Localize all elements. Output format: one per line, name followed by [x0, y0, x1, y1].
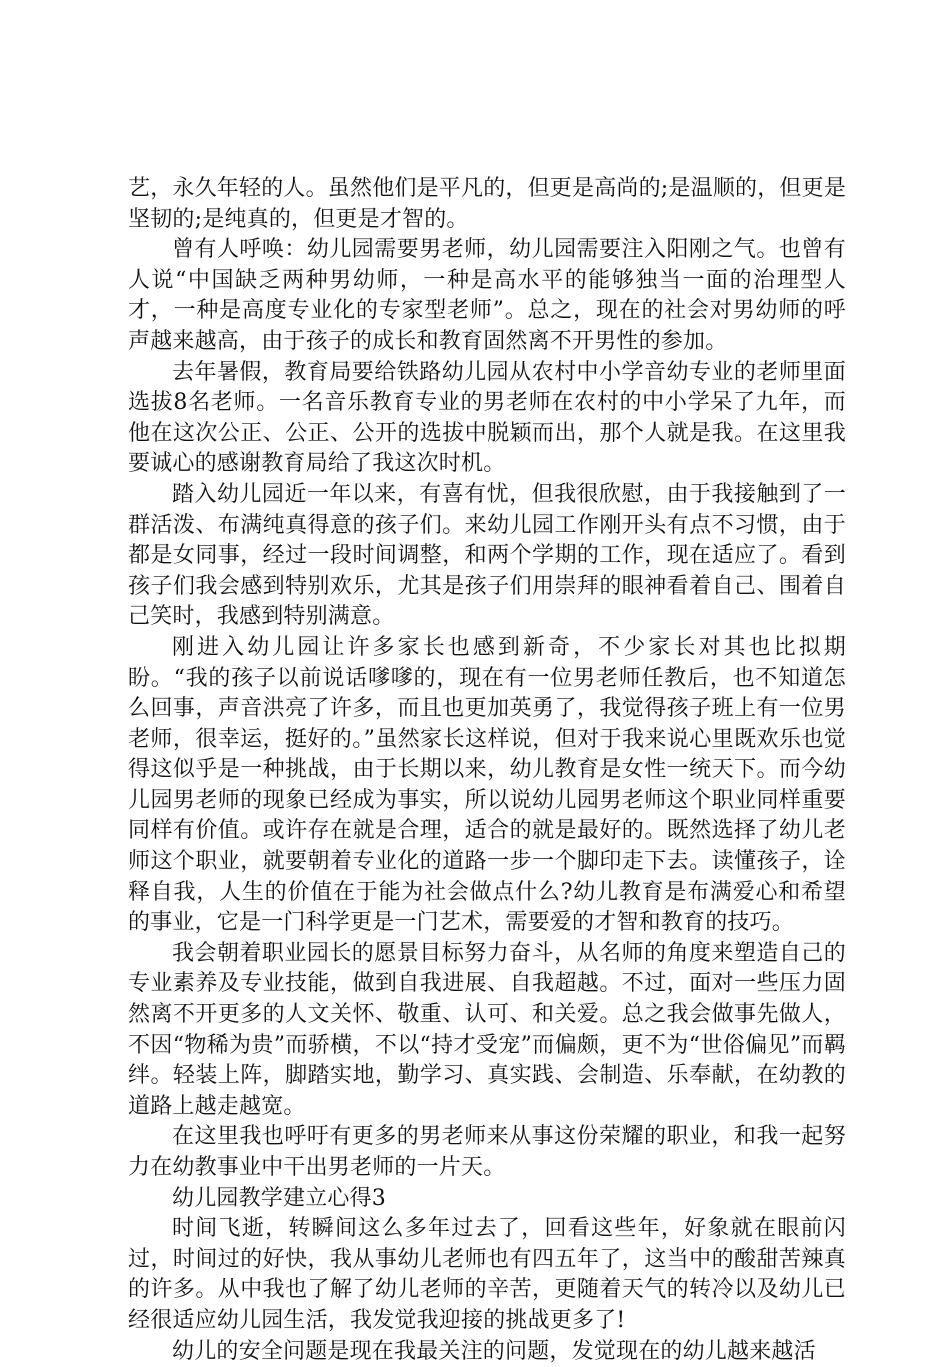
paragraph-first-year: 踏入幼儿园近一年以来，有喜有忧，但我很欣慰，由于我接触到了一群活泼、布满纯真得意的孩子们。来幼儿园工作刚开头有点不习惯，由于都是女同事，经过一段时间调整，和两个学期的工作，现在适应了。看到孩子们我会感到特别欢乐，尤其是孩子们用崇拜的眼神看着自己、围着自己笑时，我感到特别满意。 [128, 481, 846, 630]
paragraph-appeal: 在这里我也呼吁有更多的男老师来从事这份荣耀的职业，和我一起努力在幼教事业中干出男老师的一片天。 [128, 1124, 846, 1180]
paragraph-male-teacher-call: 曾有人呼唤：幼儿园需要男老师，幼儿园需要注入阳刚之气。也曾有人说“中国缺乏两种男幼师，一种是高水平的能够独当一面的治理型人才，一种是高度专业化的专家型老师”。总之，现在的社会对男幼师的呼声越来越高，由于孩子的成长和教育固然离不开男性的参加。 [128, 237, 846, 354]
paragraph-continuation: 艺，永久年轻的人。虽然他们是平凡的，但更是高尚的;是温顺的，但更是坚韧的;是纯真的，但更是才智的。 [128, 176, 847, 232]
paragraph-goals: 我会朝着职业园长的愿景目标努力奋斗，从名师的角度来塑造自己的专业素养及专业技能，做到自我进展、自我超越。不过，面对一些压力固然离不开更多的人文关怀、敬重、认可、和关爱。总之我会做事先做人，不因“物稀为贵”而骄横，不以“持才受宠”而偏颇，更不为“世俗偏见”而羁绊。轻装上阵，脚踏实地，勤学习、真实践、会制造、乐奉献，在幼教的道路上越走越宽。 [128, 940, 846, 1119]
document-page [128, 174, 846, 1367]
section-heading: 幼儿园教学建立心得3 [172, 1185, 386, 1211]
paragraph-parents: 刚进入幼儿园让许多家长也感到新奇，不少家长对其也比拟期盼。“我的孩子以前说话嗲嗲的，现在有一位男老师任教后，也不知道怎么回事，声音洪亮了许多，而且也更加英勇了，我觉得孩子班上有一位男老师，很幸运，挺好的。”虽然家长这样说，但对于我来说心里既欢乐也觉得这似乎是一种挑战，由于长期以来，幼儿教育是女性一统天下。而今幼儿园男老师的现象已经成为事实，所以说幼儿园男老师这个职业同样重要同样有价值。或许存在就是合理，适合的就是最好的。既然选择了幼儿老师这个职业，就要朝着专业化的道路一步一个脚印走下去。读懂孩子，诠释自我，人生的价值在于能为社会做点什么?幼儿教育是布满爱心和希望的事业，它是一门科学更是一门艺术，需要爱的才智和教育的技巧。 [128, 634, 846, 936]
paragraph-time-flies: 时间飞逝，转瞬间这么多年过去了，回看这些年，好象就在眼前闪过，时间过的好快，我从事幼儿老师也有四五年了，这当中的酸甜苦辣真的许多。从中我也了解了幼儿老师的辛苦，更随着天气的转冷以及幼儿已经很适应幼儿园生活，我发觉我迎接的挑战更多了! [128, 1216, 846, 1333]
paragraph-safety: 幼儿的安全问题是现在我最关注的问题，发觉现在的幼儿越来越活 [172, 1338, 816, 1364]
paragraph-selection: 去年暑假，教育局要给铁路幼儿园从农村中小学音幼专业的老师里面选拔8名老师。一名音乐教育专业的男老师在农村的中小学呆了九年，而他在这次公正、公正、公开的选拔中脱颖而出，那个人就是我。在这里我要诚心的感谢教育局给了我这次时机。 [128, 359, 846, 477]
